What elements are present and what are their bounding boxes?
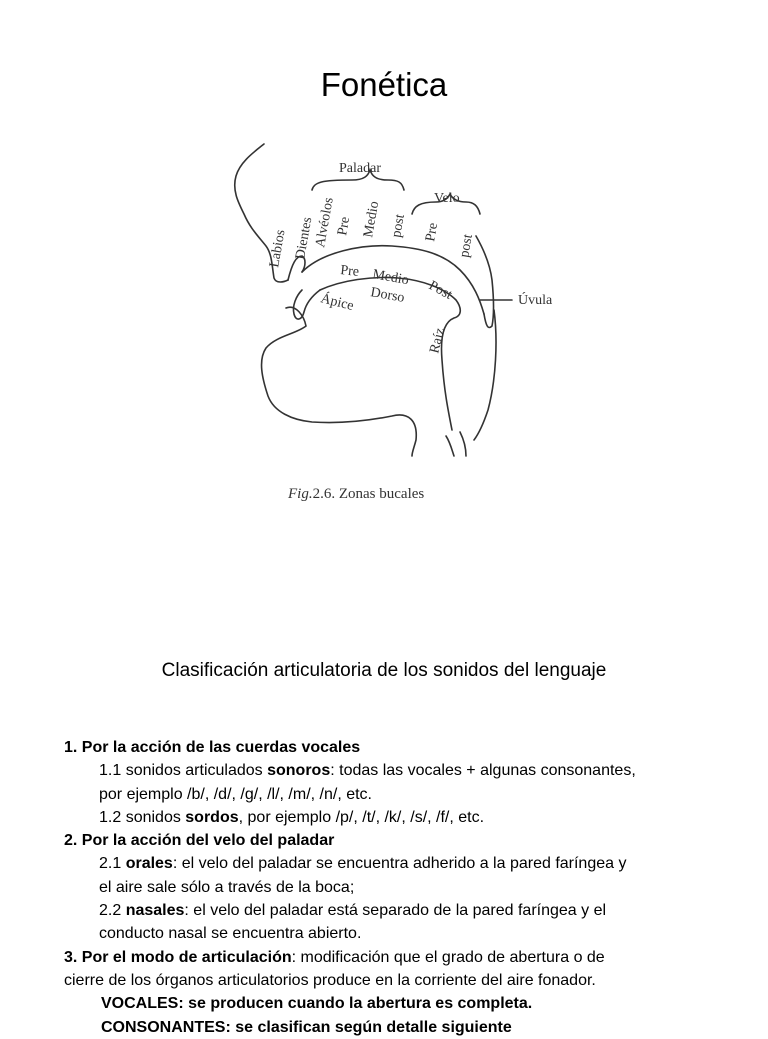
item-sonoros-lead: 1.1 sonidos articulados [99,762,268,780]
item-sonoros [64,759,754,782]
mouth-zones-figure [222,140,582,520]
label-pre-velo: Pre [423,221,442,243]
label-post-velo: post [457,233,476,259]
term-orales: orales [125,855,173,873]
label-labios: Labios [267,228,289,269]
heading-modo-label: 3. Por el modo de articulación [64,948,292,966]
label-apice: Ápice [319,291,356,314]
classification-list [64,736,754,1039]
label-uvula: Úvula [518,293,553,308]
epiglottis [446,432,466,456]
heading-modo-cont: cierre de los órganos articulatorios produce en la corriente del aire fonador. [64,971,596,989]
label-alveolos: Alvéolos [313,196,337,249]
term-sordos: sordos [185,808,239,826]
label-pre-dorso: Pre [339,263,360,280]
item-sordos-desc: , por ejemplo /p/, /t/, /k/, /s/, /f/, etc. [238,808,485,826]
item-nasales-desc: : el velo del paladar está separado de la pared faríngea y el [184,902,607,920]
item-orales-lead: 2.1 [99,855,126,873]
heading-modo-articulacion [64,946,754,969]
item-nasales-cont: conducto nasal se encuentra abierto. [99,925,362,943]
heading-cuerdas-vocales: 1. Por la acción de las cuerdas vocales [64,739,361,756]
item-vocales: VOCALES: se producen cuando la abertura es completa. [101,995,533,1013]
label-paladar: Paladar [339,161,381,176]
heading-velo-paladar: 2. Por la acción del velo del paladar [64,832,335,850]
label-pre-top: Pre [335,215,354,237]
label-dorso: Dorso [369,285,406,306]
item-sonoros-examples: por ejemplo /b/, /d/, /g/, /l/, /m/, /n/, etc. [99,785,372,803]
tongue-tip [293,290,320,319]
term-nasales: nasales [125,902,185,920]
item-consonantes: CONSONANTES: se clasifican según detalle siguiente [101,1018,512,1036]
item-sordos [64,806,754,829]
pharynx-wall [474,310,496,440]
item-nasales [64,899,754,922]
term-sonoros: sonoros [267,762,331,780]
label-velo: Velo [434,191,460,206]
section-subtitle: Clasificación articulatoria de los sonidos del lenguaje [161,660,607,681]
item-nasales-lead: 2.2 [99,902,126,920]
item-orales [64,852,754,875]
page-title: Fonética [320,66,448,103]
label-dientes: Dientes [293,215,316,261]
caption-rest: 2.6. Zonas bucales [312,486,425,502]
lower-jaw-outline [262,307,417,456]
label-medio-dorso: Medio [371,267,410,289]
figure-caption [287,486,424,502]
mouth-zones-diagram [222,140,582,520]
item-orales-desc: : el velo del paladar se encuentra adherido a la pared faríngea y [172,855,627,873]
label-post-top: post [389,213,408,239]
item-sordos-lead: 1.2 sonidos [99,808,186,826]
label-post-dorso: Post [426,278,455,303]
label-medio-top: Medio [361,200,383,239]
caption-prefix: Fig. [288,486,313,502]
item-orales-cont: el aire sale sólo a través de la boca; [99,878,355,896]
heading-modo-desc: : modificación que el grado de abertura o de [291,948,605,966]
velum-uvula [476,236,494,328]
item-sonoros-desc: : todas las vocales + algunas consonantes, [330,762,636,780]
label-raiz: Raíz [427,326,449,355]
